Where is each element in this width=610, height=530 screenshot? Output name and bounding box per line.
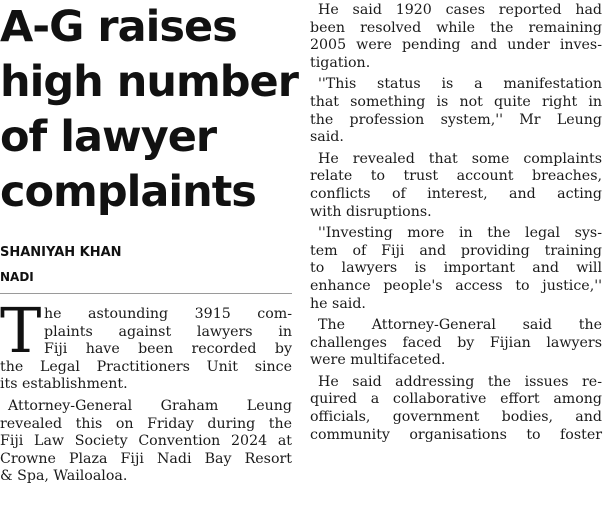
- body-line: ''Investing more in the legal sys-: [318, 225, 602, 242]
- paragraph: [310, 374, 602, 444]
- body-line: He said addressing the issues re-: [318, 373, 602, 390]
- paragraph: [310, 225, 602, 313]
- body-line: with disruptions.: [310, 203, 432, 220]
- headline-line: of lawyer: [0, 112, 217, 162]
- lead-paragraph: [0, 294, 292, 394]
- body-line: ''This status is a manifestation: [318, 76, 602, 93]
- dateline: NADI: [0, 270, 34, 284]
- body-line: enhance people's access to justice,'': [310, 277, 602, 294]
- body-line: revealed this on Friday during the: [0, 415, 292, 432]
- drop-cap: T: [0, 294, 42, 367]
- body-line: the Legal Practitioners Unit since: [0, 358, 292, 375]
- paragraph: [310, 151, 602, 221]
- body-line: challenges faced by Fijian lawyers: [310, 334, 602, 351]
- divider-rule: [0, 293, 292, 294]
- paragraph: [0, 398, 292, 486]
- body-line: 2005 were pending and under inves-: [310, 37, 602, 54]
- body-line: he astounding 3915 com-: [44, 306, 292, 322]
- headline: [0, 0, 298, 220]
- body-line: tem of Fiji and providing training: [310, 242, 602, 259]
- body-line: he said.: [310, 295, 366, 312]
- headline-line: A-G raises: [0, 2, 237, 52]
- body-line: quired a collaborative effort among: [310, 391, 602, 408]
- body-line: been resolved while the remaining: [310, 19, 602, 36]
- body-line: to lawyers is important and will: [310, 260, 602, 277]
- body-line: & Spa, Wailoaloa.: [0, 468, 128, 485]
- body-line: Attorney-General Graham Leung: [8, 397, 292, 414]
- paragraph: [310, 317, 602, 370]
- body-line: relate to trust account breaches,: [310, 168, 602, 185]
- body-line: Fiji have been recorded by: [44, 341, 292, 358]
- headline-line: complaints: [0, 167, 256, 217]
- body-line: conflicts of interest, and acting: [310, 185, 602, 202]
- headline-line: high number: [0, 57, 298, 107]
- body-line: He revealed that some complaints: [318, 150, 602, 167]
- byline: SHANIYAH KHAN: [0, 245, 122, 260]
- body-line: said.: [310, 129, 344, 146]
- right-column: [310, 0, 602, 530]
- body-line: tigation.: [310, 54, 371, 71]
- body-line: were multifaceted.: [310, 352, 446, 369]
- paragraph: [310, 2, 602, 72]
- body-line: Fiji Law Society Convention 2024 at: [0, 433, 292, 450]
- body-line: that something is not quite right in: [310, 93, 602, 110]
- left-column: [0, 0, 298, 530]
- paragraph: [310, 76, 602, 146]
- body-line: Crowne Plaza Fiji Nadi Bay Resort: [0, 450, 292, 467]
- left-body-text: [0, 294, 292, 486]
- body-line: its establishment.: [0, 376, 128, 393]
- body-line: officials, government bodies, and: [310, 409, 602, 426]
- body-line: the profession system,'' Mr Leung: [310, 111, 602, 128]
- body-line: He said 1920 cases reported had: [318, 2, 602, 18]
- body-line: plaints against lawyers in: [44, 323, 292, 340]
- right-body-text: [310, 2, 602, 444]
- body-line: The Attorney-General said the: [318, 317, 602, 334]
- body-line: community organisations to foster: [310, 426, 602, 443]
